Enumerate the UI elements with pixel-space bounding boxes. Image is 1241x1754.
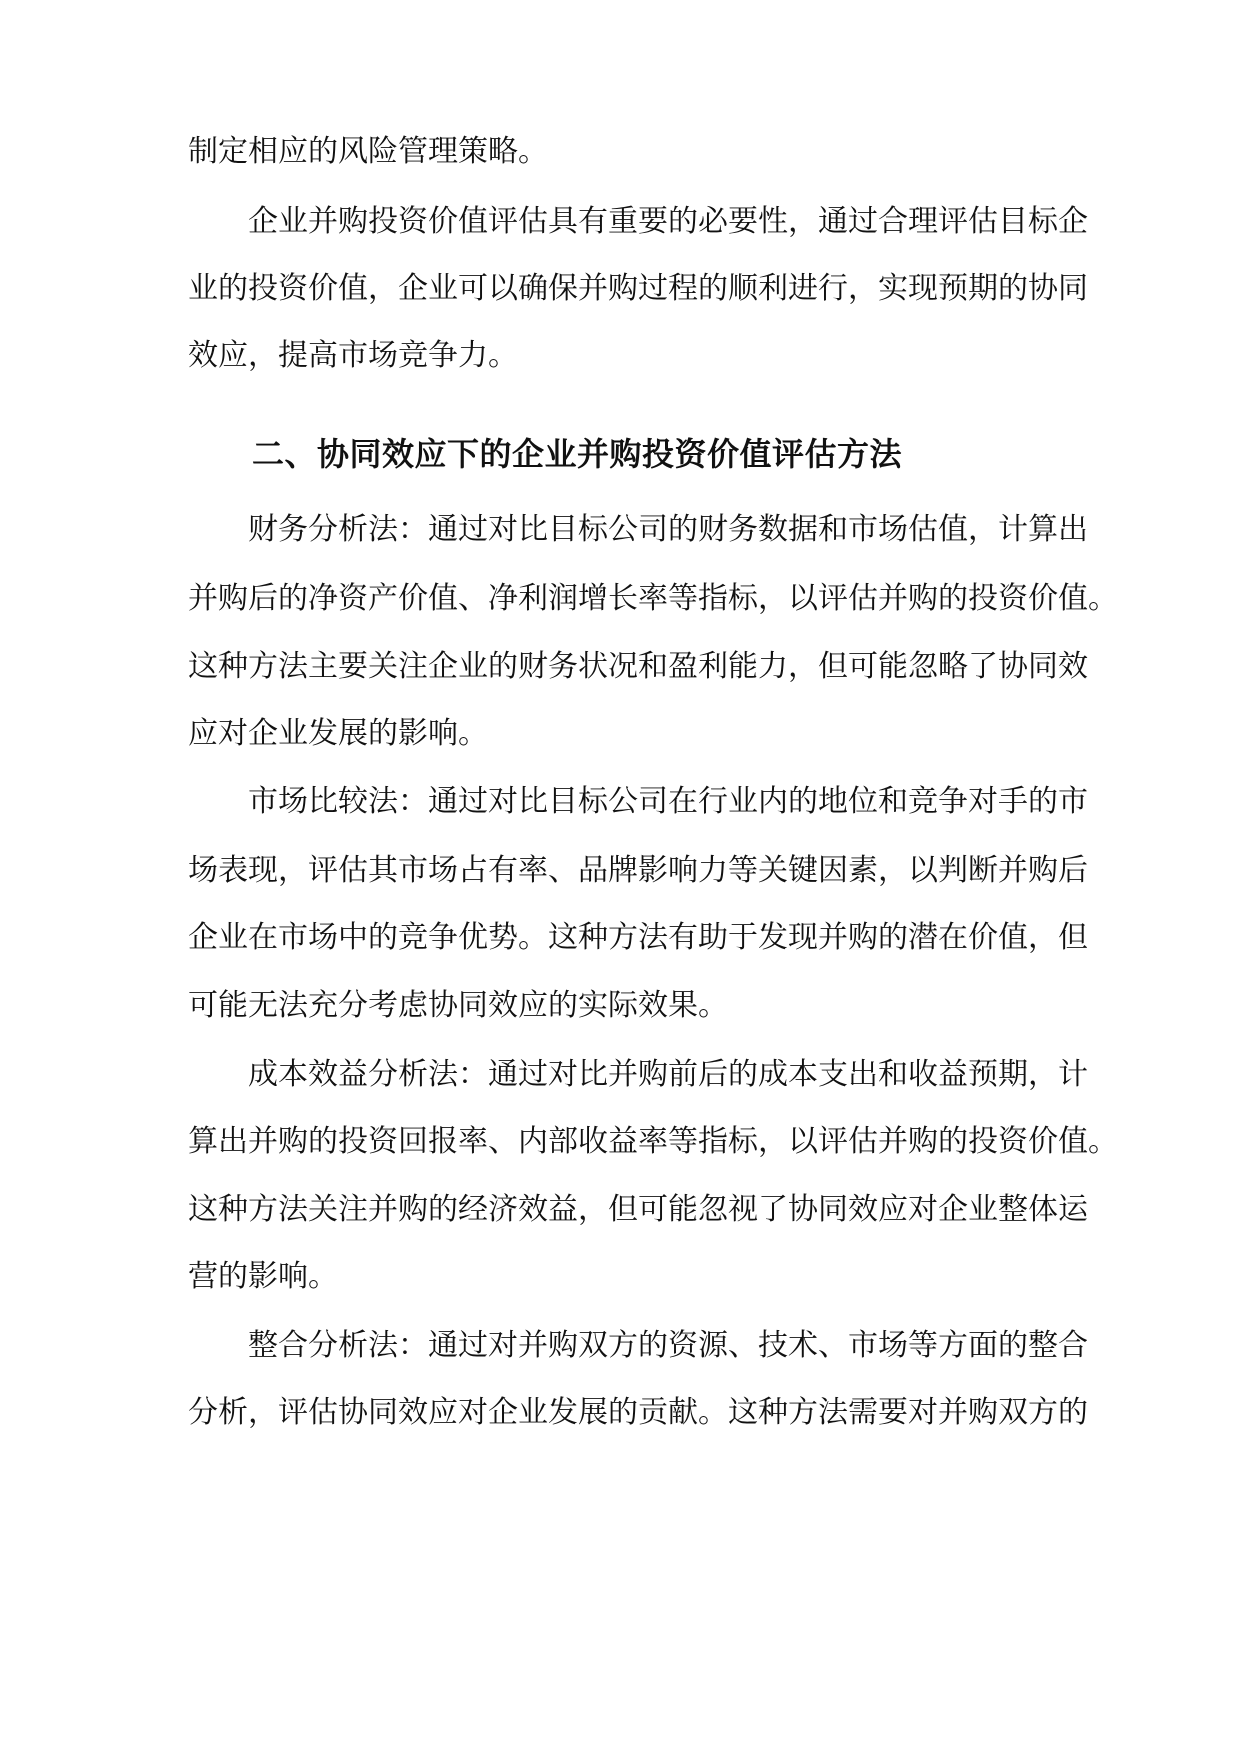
paragraph-line: 可能无法充分考虑协同效应的实际效果。 xyxy=(188,988,728,1023)
paragraph-line: 这种方法主要关注企业的财务状况和盈利能力，但可能忽略了协同效 xyxy=(188,649,1088,684)
paragraph-line: 场表现，评估其市场占有率、品牌影响力等关键因素，以判断并购后 xyxy=(188,853,1088,888)
paragraph-line: 营的影响。 xyxy=(188,1259,338,1294)
paragraph-line: 算出并购的投资回报率、内部收益率等指标，以评估并购的投资价值。 xyxy=(188,1124,1118,1159)
paragraph-line: 成本效益分析法：通过对比并购前后的成本支出和收益预期，计 xyxy=(248,1057,1088,1092)
paragraph-line: 并购后的净资产价值、净利润增长率等指标，以评估并购的投资价值。 xyxy=(188,581,1118,616)
paragraph-line: 效应，提高市场竞争力。 xyxy=(188,338,518,373)
section-heading: 二、协同效应下的企业并购投资价值评估方法 xyxy=(252,435,903,473)
paragraph-line: 企业并购投资价值评估具有重要的必要性，通过合理评估目标企 xyxy=(248,204,1088,239)
paragraph-line: 市场比较法：通过对比目标公司在行业内的地位和竞争对手的市 xyxy=(248,784,1088,819)
paragraph-line: 制定相应的风险管理策略。 xyxy=(188,134,548,169)
paragraph-line: 这种方法关注并购的经济效益，但可能忽视了协同效应对企业整体运 xyxy=(188,1192,1088,1227)
paragraph-line: 应对企业发展的影响。 xyxy=(188,716,488,751)
paragraph-line: 业的投资价值，企业可以确保并购过程的顺利进行，实现预期的协同 xyxy=(188,271,1088,306)
paragraph-line: 分析，评估协同效应对企业发展的贡献。这种方法需要对并购双方的 xyxy=(188,1395,1088,1430)
paragraph-line: 财务分析法：通过对比目标公司的财务数据和市场估值，计算出 xyxy=(248,512,1088,547)
paragraph-line: 整合分析法：通过对并购双方的资源、技术、市场等方面的整合 xyxy=(248,1328,1088,1363)
paragraph-line: 企业在市场中的竞争优势。这种方法有助于发现并购的潜在价值，但 xyxy=(188,920,1088,955)
